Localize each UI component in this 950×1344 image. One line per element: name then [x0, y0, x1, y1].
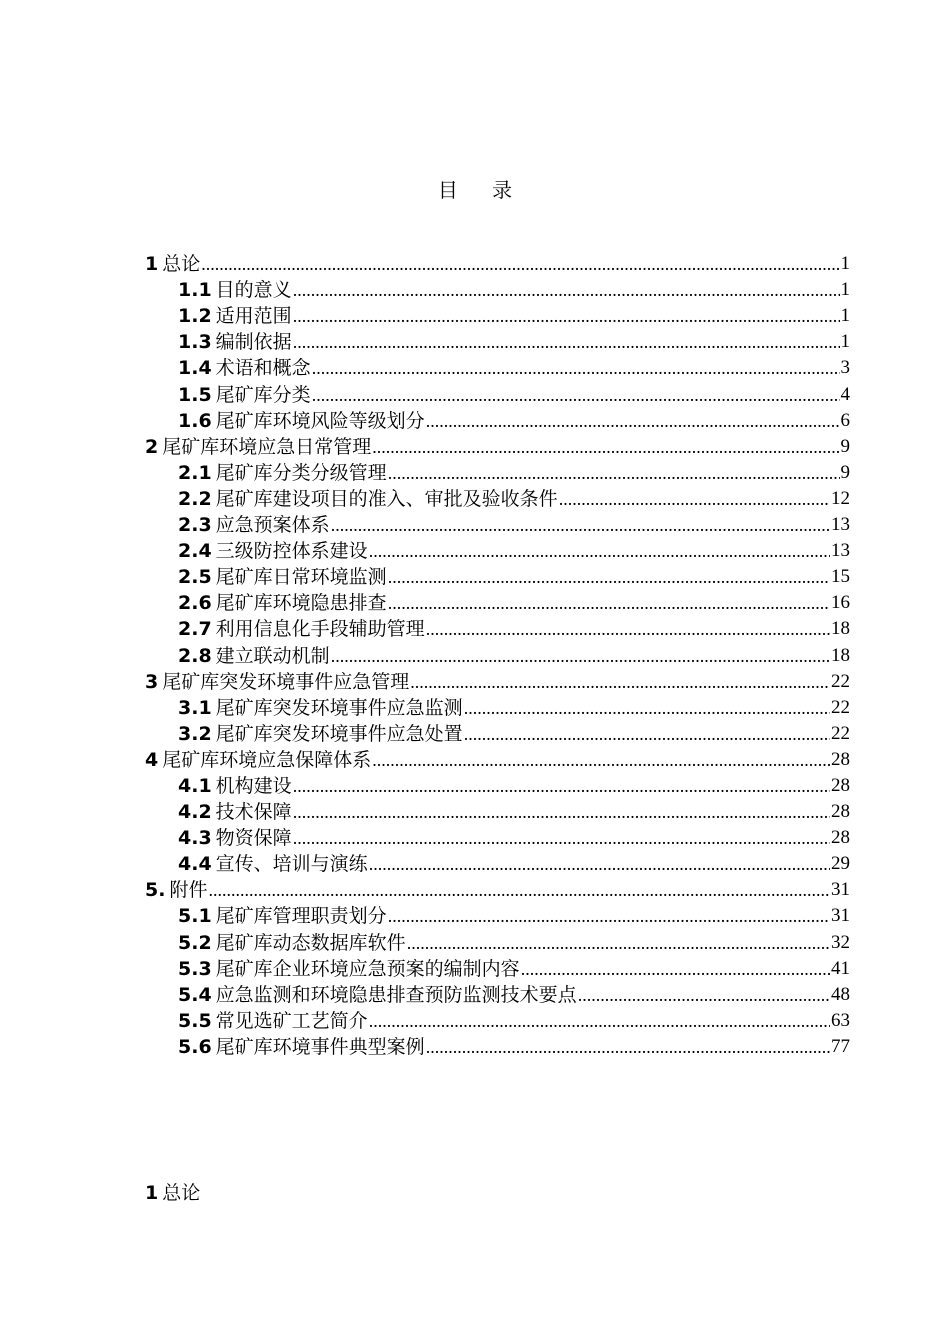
toc-entry-label: 尾矿库分类	[215, 383, 311, 406]
toc-entry[interactable]	[145, 484, 850, 510]
toc-entry-label: 目的意义	[215, 279, 292, 302]
toc-entry-page: 18	[831, 618, 850, 640]
toc-entry[interactable]	[145, 275, 850, 301]
toc-entry-number: 5.6	[178, 1035, 212, 1058]
toc-entry-label: 建立联动机制	[215, 644, 330, 667]
toc-dot-leader	[388, 566, 830, 588]
toc-entry[interactable]	[145, 927, 850, 953]
toc-entry[interactable]	[145, 849, 850, 875]
toc-entry-page: 63	[831, 1009, 850, 1031]
toc-entry[interactable]	[145, 875, 850, 901]
toc-entry-label: 附件	[169, 879, 208, 902]
toc-entry-number: 4.3	[178, 827, 212, 850]
toc-entry-page: 32	[831, 931, 850, 953]
toc-dot-leader	[331, 645, 830, 667]
toc-dot-leader	[293, 331, 840, 353]
toc-entry-label: 尾矿库分类分级管理	[215, 461, 387, 484]
toc-entry-number: 1.3	[178, 331, 212, 354]
toc-dot-leader	[331, 514, 830, 536]
toc-entry-number: 1.6	[178, 409, 212, 432]
toc-entry-number: 3.2	[178, 722, 212, 745]
toc-entry-number: 2.1	[178, 461, 212, 484]
toc-entry-label: 宣传、培训与演练	[215, 853, 368, 876]
toc-entry-page: 3	[840, 357, 850, 379]
toc-entry-page: 6	[840, 409, 850, 431]
toc-dot-leader	[426, 1036, 830, 1058]
toc-entry-number: 2.5	[178, 566, 212, 589]
toc-entry-label: 尾矿库突发环境事件应急监测	[215, 696, 463, 719]
toc-entry[interactable]	[145, 980, 850, 1006]
toc-entry[interactable]	[145, 327, 850, 353]
toc-entry-number: 2.2	[178, 487, 212, 510]
toc-entry-number: 4.2	[178, 801, 212, 824]
toc-entry[interactable]	[145, 771, 850, 797]
toc-entry-label: 尾矿库环境风险等级划分	[215, 409, 425, 432]
toc-entry-label: 尾矿库日常环境监测	[215, 566, 387, 589]
toc-entry-number: 5.2	[178, 931, 212, 954]
toc-entry-page: 28	[831, 774, 850, 796]
toc-entry-number: 5.	[145, 879, 166, 902]
toc-entry-label: 尾矿库动态数据库软件	[215, 931, 406, 954]
toc-entry-page: 12	[831, 487, 850, 509]
toc-entry-page: 77	[831, 1035, 850, 1057]
toc-entry[interactable]	[145, 458, 850, 484]
toc-entry-page: 22	[831, 696, 850, 718]
toc-entry-page: 4	[840, 383, 850, 405]
toc-entry-number: 5.1	[178, 905, 212, 928]
toc-entry[interactable]	[145, 614, 850, 640]
toc-entry-label: 尾矿库企业环境应急预案的编制内容	[215, 957, 520, 980]
section-heading-label: 总论	[162, 1182, 201, 1204]
toc-entry-page: 1	[840, 279, 850, 301]
toc-dot-leader	[372, 436, 839, 458]
toc-dot-leader	[208, 879, 830, 901]
toc-entry-page: 28	[831, 827, 850, 849]
toc-dot-leader	[388, 905, 830, 927]
toc-entry[interactable]	[145, 353, 850, 379]
toc-dot-leader	[426, 618, 830, 640]
toc-dot-leader	[369, 1010, 830, 1032]
toc-entry[interactable]	[145, 510, 850, 536]
toc-entry-page: 29	[831, 853, 850, 875]
toc-entry[interactable]	[145, 301, 850, 327]
section-heading	[145, 1178, 200, 1205]
toc-entry-page: 31	[831, 905, 850, 927]
toc-entry-page: 16	[831, 592, 850, 614]
toc-entry-page: 1	[840, 331, 850, 353]
toc-dot-leader	[410, 671, 830, 693]
toc-entry-number: 4.1	[178, 774, 212, 797]
toc-entry-label: 尾矿库突发环境事件应急管理	[162, 670, 410, 693]
toc-dot-leader	[388, 462, 840, 484]
toc-dot-leader	[388, 592, 830, 614]
toc-entry[interactable]	[145, 693, 850, 719]
toc-entry-page: 41	[831, 957, 850, 979]
toc-dot-leader	[312, 357, 840, 379]
toc-entry-label: 术语和概念	[215, 357, 311, 380]
toc-entry-label: 尾矿库环境应急日常管理	[162, 435, 372, 458]
toc-entry-number: 2.8	[178, 644, 212, 667]
toc-dot-leader	[372, 749, 830, 771]
toc-entry-page: 13	[831, 540, 850, 562]
toc-entry-page: 22	[831, 722, 850, 744]
toc-dot-leader	[201, 253, 839, 275]
toc-entry-label: 尾矿库管理职责划分	[215, 905, 387, 928]
toc-entry[interactable]	[145, 719, 850, 745]
toc-dot-leader	[293, 279, 840, 301]
toc-entry-label: 利用信息化手段辅助管理	[215, 618, 425, 641]
toc-entry-number: 4	[145, 748, 159, 771]
toc-dot-leader	[559, 488, 830, 510]
toc-entry-label: 尾矿库环境隐患排查	[215, 592, 387, 615]
toc-dot-leader	[293, 801, 830, 823]
toc-entry-page: 1	[840, 253, 850, 275]
toc-dot-leader	[578, 984, 830, 1006]
toc-dot-leader	[293, 827, 830, 849]
toc-dot-leader	[293, 305, 840, 327]
toc-entry-number: 1.2	[178, 305, 212, 328]
toc-entry-page: 28	[831, 801, 850, 823]
toc-entry-label: 编制依据	[215, 331, 292, 354]
toc-entry-label: 三级防控体系建设	[215, 540, 368, 563]
toc-dot-leader	[369, 853, 830, 875]
toc-dot-leader	[407, 932, 830, 954]
toc-entry-page: 22	[831, 670, 850, 692]
toc-entry-number: 2.6	[178, 592, 212, 615]
toc-entry[interactable]	[145, 667, 850, 693]
toc-entry-number: 4.4	[178, 853, 212, 876]
toc-entry-label: 物资保障	[215, 827, 292, 850]
toc-entry-page: 15	[831, 566, 850, 588]
toc-entry-number: 3	[145, 670, 159, 693]
toc-entry[interactable]	[145, 954, 850, 980]
toc-entry-page: 48	[831, 983, 850, 1005]
toc-entry-label: 常见选矿工艺简介	[215, 1009, 368, 1032]
toc-entry[interactable]	[145, 536, 850, 562]
toc-entry-page: 13	[831, 514, 850, 536]
toc-entry-number: 1.1	[178, 279, 212, 302]
toc-dot-leader	[426, 410, 840, 432]
toc-entry-label: 尾矿库建设项目的准入、审批及验收条件	[215, 487, 558, 510]
toc-entry-page: 9	[840, 435, 850, 457]
toc-entry[interactable]	[145, 249, 850, 275]
toc-entry[interactable]	[145, 797, 850, 823]
section-heading-number: 1	[145, 1182, 159, 1204]
toc-entry-number: 5.5	[178, 1009, 212, 1032]
toc-entry-label: 应急监测和环境隐患排查预防监测技术要点	[215, 983, 577, 1006]
toc-entry[interactable]	[145, 406, 850, 432]
toc-entry-number: 5.3	[178, 957, 212, 980]
toc-entry-label: 尾矿库环境事件典型案例	[215, 1035, 425, 1058]
toc-entry-page: 9	[840, 461, 850, 483]
toc-entry[interactable]	[145, 1006, 850, 1032]
toc-dot-leader	[369, 540, 830, 562]
toc-entry-page: 1	[840, 305, 850, 327]
toc-entry[interactable]	[145, 588, 850, 614]
toc-dot-leader	[521, 958, 830, 980]
toc-entry[interactable]	[145, 901, 850, 927]
toc-entry-label: 总论	[162, 253, 201, 276]
toc-entry-number: 5.4	[178, 983, 212, 1006]
toc-entry[interactable]	[145, 1032, 850, 1058]
toc-dot-leader	[312, 384, 840, 406]
toc-entry-page: 18	[831, 644, 850, 666]
toc-entry-label: 尾矿库环境应急保障体系	[162, 748, 372, 771]
toc-entry-label: 技术保障	[215, 801, 292, 824]
toc-entry[interactable]	[145, 379, 850, 405]
toc-entry-number: 3.1	[178, 696, 212, 719]
toc-entry-label: 机构建设	[215, 774, 292, 797]
toc-entry-number: 1.5	[178, 383, 212, 406]
toc-dot-leader	[293, 775, 830, 797]
toc-dot-leader	[464, 723, 830, 745]
toc-entry-number: 2.3	[178, 514, 212, 537]
toc-entry-label: 适用范围	[215, 305, 292, 328]
toc-entry-number: 1	[145, 253, 159, 276]
table-of-contents	[145, 249, 850, 1058]
toc-entry-number: 1.4	[178, 357, 212, 380]
toc-entry-label: 应急预案体系	[215, 514, 330, 537]
toc-entry-page: 31	[831, 879, 850, 901]
toc-entry[interactable]	[145, 745, 850, 771]
toc-entry-page: 28	[831, 748, 850, 770]
toc-entry[interactable]	[145, 823, 850, 849]
toc-entry-number: 2.4	[178, 540, 212, 563]
toc-dot-leader	[464, 697, 830, 719]
toc-entry-label: 尾矿库突发环境事件应急处置	[215, 722, 463, 745]
toc-entry-number: 2	[145, 435, 159, 458]
toc-title: 目 录	[437, 178, 527, 202]
toc-entry[interactable]	[145, 640, 850, 666]
toc-entry[interactable]	[145, 562, 850, 588]
toc-entry-number: 2.7	[178, 618, 212, 641]
toc-entry[interactable]	[145, 432, 850, 458]
